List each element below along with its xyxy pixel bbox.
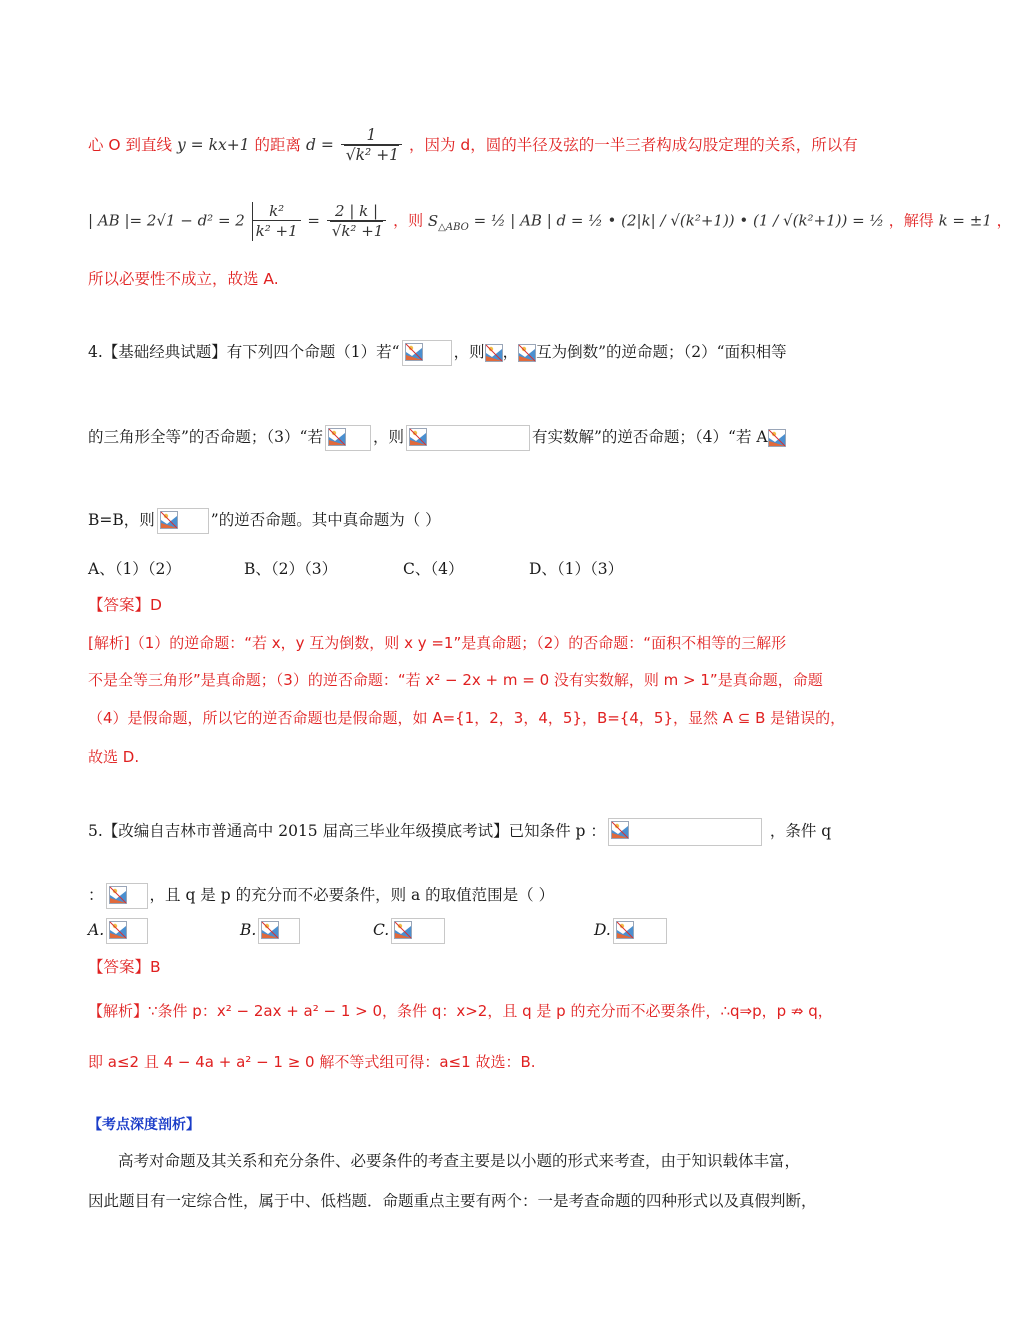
sol3-text: ，解得 [888,211,934,230]
option-c: C、（4） [403,560,464,578]
q4-explanation-2: 不是全等三角形”是真命题；（3）的逆否命题：“若 x² − 2x + m = 0 没有实数解，则 m > 1”是真命题，命题 [88,671,823,689]
option-d: D、（1）（3） [529,560,624,578]
q4-text: 互为倒数”的逆命题；（2）“面积相等 [536,343,787,361]
q5-text: ，且 q 是 p 的充分而不必要条件，则 a 的取值范围是（ ） [149,886,555,904]
option-label: D. [594,921,611,939]
broken-image-icon [485,344,503,362]
option-d [594,918,669,944]
k-solution: k = ±1 [938,211,992,230]
broken-image-icon [160,511,178,529]
formula-placeholder [391,918,445,944]
area-letter: S [427,211,439,230]
q4-text: ， [502,343,519,361]
sqrt-expression: √ k² +1 [330,221,384,240]
q4-text: 有实数解”的逆否命题；（4）“若 A [531,428,768,446]
option-label: C. [373,921,390,939]
formula-placeholder [106,918,148,944]
sqrt-expression: √ k² +1 [344,145,399,164]
formula-placeholder [258,918,300,944]
q4-line3 [88,508,441,534]
formula-placeholder [325,425,371,451]
option-a: A、（1）（2） [88,560,181,578]
chord-length-expr: | AB |= 2√1 − d² = 2 [88,211,245,230]
broken-image-icon [616,921,634,939]
q4-text: 4.【基础经典试题】有下列四个命题（1）若“ [88,343,400,361]
formula-placeholder [402,340,452,366]
area-expression: = ½ | AB | d = ½ • (2|k| / √(k²+1)) • (1 / √(k²+1)) = ½ [473,211,884,230]
q4-line2 [88,425,786,451]
q5-text: ： [88,886,104,904]
analysis-paragraph-1: 高考对命题及其关系和充分条件、必要条件的考查主要是以小题的形式来考查，由于知识载体丰富， [118,1152,801,1170]
formula-placeholder [157,508,209,534]
fraction-numerator: k² [253,202,301,221]
option-label: B. [240,921,257,939]
q5-answer: 【答案】B [88,958,161,976]
distance-symbol: d = [305,136,334,154]
area-subscript: △ABO [438,221,469,233]
broken-image-icon [328,428,346,446]
formula-placeholder [608,818,762,846]
broken-image-icon [409,428,427,446]
area-symbol [427,211,469,233]
sol3-text: 心 O 到直线 [88,136,173,154]
formula-placeholder [406,425,530,451]
q4-line1 [88,340,787,366]
q4-text: ，则 [453,343,485,361]
sol3-text: 的距离 [254,136,302,154]
formula-placeholder [613,918,667,944]
broken-image-icon [394,921,412,939]
broken-image-icon [768,429,786,447]
q4-explanation-4: 故选 D. [88,748,140,766]
sol3-line1 [88,126,858,165]
q4-text: 的三角形全等”的否命题；（3）“若 [88,428,323,446]
sol3-conclusion: 所以必要性不成立，故选 A. [88,270,279,288]
section-title: 【考点深度剖析】 [88,1117,200,1133]
equals-sign: = [307,211,320,230]
formula-placeholder [106,883,148,909]
q5-text: 5.【改编自吉林市普通高中 2015 届高三毕业年级摸底考试】已知条件 p ： [88,822,606,840]
option-b [240,918,302,944]
option-a [88,918,150,944]
q5-explanation-1: 【解析】∵条件 p：x² − 2ax + a² − 1 > 0，条件 q：x>2，且 q 是 p 的充分而不必要条件，∴q⇒p，p ⇏ q， [88,1002,833,1020]
broken-image-icon [109,886,127,904]
q5-text: ，条件 q [769,822,832,840]
q4-text: ”的逆否命题。其中真命题为（ ） [210,511,441,529]
fraction-numerator: 2 | k | [327,202,387,221]
sol3-text: ，因为 d，圆的半径及弦的一半三者构成勾股定理的关系，所以有 [408,136,858,154]
sol3-text: ，则 [393,211,424,230]
q5-line1 [88,818,831,846]
broken-image-icon [611,821,629,839]
analysis-paragraph-2: 因此题目有一定综合性，属于中、低档题．命题重点主要有两个：一是考查命题的四种形式以及真假判断， [88,1192,817,1210]
q5-explanation-2: 即 a≤2 且 4 − 4a + a² − 1 ≥ 0 解不等式组可得：a≤1 故选：B. [88,1053,536,1071]
option-b: B、（2）（3） [244,560,338,578]
q4-text: B=B，则 [88,511,155,529]
distance-fraction [341,126,402,165]
chord-root-fraction [252,202,301,241]
broken-image-icon [405,343,423,361]
fraction-numerator: 1 [341,126,402,145]
q4-text: ，则 [372,428,404,446]
q5-line2 [88,883,554,909]
option-label: A. [88,921,105,939]
chord-fraction [327,202,387,241]
sol3-line2 [88,202,1012,241]
broken-image-icon [518,344,536,362]
fraction-denominator: k² +1 [255,222,298,240]
option-c [373,918,447,944]
q4-explanation-1: [解析]（1）的逆命题：“若 x，y 互为倒数，则 x y =1”是真命题；（2）的否命题：“面积不相等的三解形 [88,634,787,652]
broken-image-icon [261,921,279,939]
q4-answer: 【答案】D [88,596,162,614]
fraction-denominator [341,145,402,165]
line-equation: y = kx+1 [177,136,250,154]
q4-explanation-3: （4）是假命题，所以它的逆否命题也是假命题，如 A={1，2，3，4，5}，B={4，5}，显然 A ⊆ B 是错误的， [88,709,846,727]
sol3-text: ， [996,211,1012,230]
broken-image-icon [109,921,127,939]
fraction-denominator [327,221,387,241]
